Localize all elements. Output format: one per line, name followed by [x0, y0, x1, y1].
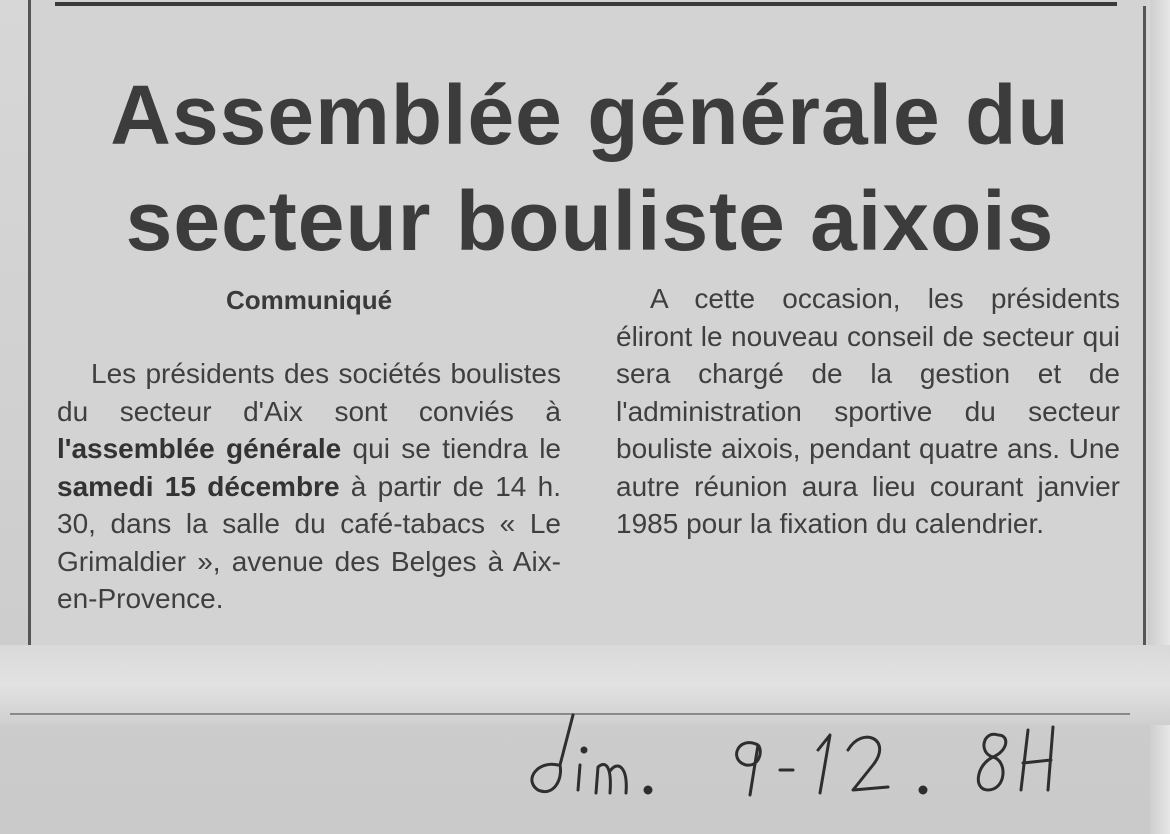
top-rule: [55, 2, 1117, 6]
headline-line-2: secteur bouliste aixois: [125, 174, 1055, 268]
bold-text-run: samedi 15 décembre: [57, 470, 340, 502]
text-run: à partir de 14 h. 30, dans la salle du café-tabacs « Le Grimaldier », avenue des Belges à Aix-en-Provence.: [57, 470, 561, 614]
left-rule: [28, 0, 31, 650]
bold-text-run: l'assemblée générale: [57, 433, 342, 464]
article-headline: [40, 62, 1140, 274]
right-column: [616, 280, 1120, 543]
text-run: qui se tiendra le: [341, 433, 561, 464]
headline-line-1: Assemblée générale du: [110, 68, 1070, 162]
handwritten-date-note: [518, 705, 1118, 805]
handwriting-drawing: [518, 705, 1118, 805]
left-column: [57, 355, 561, 618]
right-rule: [1143, 6, 1146, 646]
left-paragraph: [57, 355, 561, 618]
right-paragraph: A cette occasion, les présidents éliront le nouveau conseil de secteur qui sera chargé de la gestion et de l'administration sportive du secteur bouliste aixois, pendant quatre ans. Une autre réunion aura lieu courant janvier 1985 pour la fixation du calendrier.: [616, 283, 1120, 539]
article-subhead: Communiqué: [225, 285, 393, 315]
text-run: Les présidents des sociétés boulistes du secteur d'Aix sont conviés à: [57, 358, 561, 427]
